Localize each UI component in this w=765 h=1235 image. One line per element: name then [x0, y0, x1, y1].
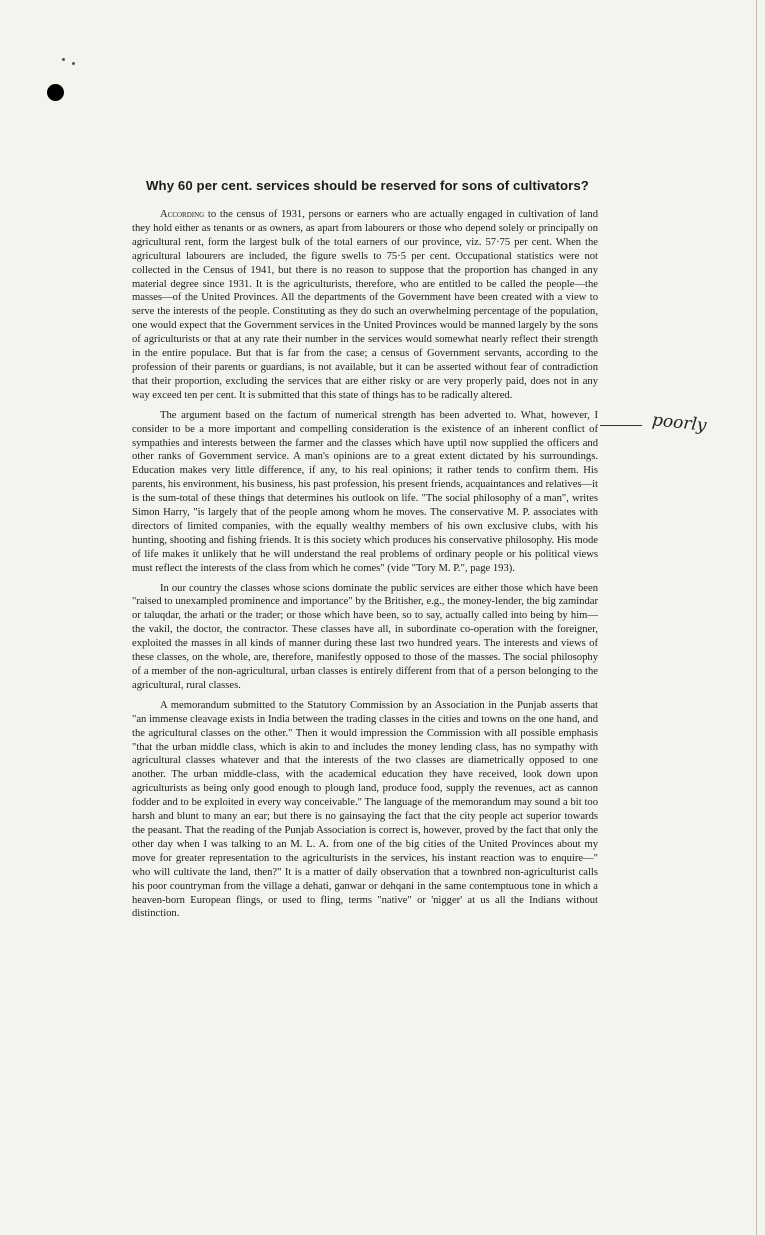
- paragraph-3: [132, 582, 598, 693]
- margin-annotation-line: [600, 425, 642, 426]
- document-body: [132, 208, 598, 927]
- paragraph-1: [132, 208, 598, 403]
- margin-annotation: poorly: [651, 410, 708, 436]
- punch-hole: [47, 84, 64, 101]
- page-edge: [756, 0, 757, 1235]
- speck: [72, 62, 75, 65]
- paragraph-4: [132, 699, 598, 922]
- paragraph-text: A memorandum submitted to the Statutory Commission by an Association in the Punjab asserts that "an immense cleavage exists in India between the trading classes in the cities and towns on the one hand, and the agricultural classes on the other." Then it would impression the Commission with all possible emphasis "that the urban middle class, which is akin to and includes the money lending class, has no sympathy with agricultural classes whatever and that the interests of the two classes are diametrically opposed to one another. The urban middle-class, with the academical education they have received, look down upon agriculturists as being only good enough to plough land, produce food, supply the revenues, act as cannon fodder and to be exploited in every way conceivable." The language of the memorandum may sound a bit too harsh and blunt to many an ear; but there is no gainsaying the fact that the city people act superior towards the peasant. That the reading of the Punjab Association is correct is, however, proved by the fact that only the other day when I was talking to an M. L. A. from one of the big cities of the United Provinces about my move for greater representation to the agriculturists in the services, his instant reaction was to enquire—" who will cultivate the land, then?" It is a matter of daily observation that a townbred non-agriculturist calls his poor countryman from the village a dehati, ganwar or dehqani in the same contemptuous tone in which a heaven-born European flings, or used to fling, terms "native" or 'nigger' at us all the Indians without distinction.: [132, 699, 598, 920]
- document-title: Why 60 per cent. services should be reserved for sons of cultivators?: [146, 178, 589, 193]
- paragraph-text: In our country the classes whose scions dominate the public services are either those which have been "raised to unexampled prominence and importance" by the Britisher, e.g., the money-lender, the big zamindar or taluqdar, the arhati or the trader; or those which have been, so to say, actually called into being by him—the vakil, the doctor, the contractor. These classes have all, in subordinate co-operation with the foreigner, exploited the masses in all kinds of manner during these last two hundred years. The interests and views of these classes, on the whole, are, therefore, manifestly opposed to those of the masses. The social philosophy of a member of the non-agricultural, urban classes is entirely different from that of a person belonging to the agricultural, rural classes.: [132, 582, 598, 691]
- paragraph-2: [132, 409, 598, 576]
- paragraph-text: to the census of 1931, persons or earners who are actually engaged in cultivation of land they hold either as tenants or as owners, as apart from labourers or those who depend solely or principally on agricultural rent, form the largest bulk of the total earners of our province, viz. 57·75 per cent. When the agricultural labourers are included, the figure swells to 75·5 per cent. Occupational statistics were not collected in the Census of 1941, but there is no reason to suppose that the proportion has changed in any material degree since 1931. It is the agriculturists, therefore, who are entitled to be called the people—the masses—of the United Provinces. All the departments of the Government have been created with a view to serve the interests of the people. Constituting as they do such an overwhelming percentage of the population, one would expect that the Government services in the United Provinces would be manned largely by the sons of agriculturists or that at any rate their number in the services would somewhat nearly reflect their strength in the entire populace. But that is far from the case; a census of Government servants, according to the profession of their parents or guardians, is not available, but it can be asserted without fear of contradiction that their proportion, excluding the services that are either risky or are very properly paid, does not in any way exceed ten per cent. It is submitted that this state of things has to be radically altered.: [132, 209, 598, 401]
- speck: [62, 58, 65, 61]
- paragraph-lead: According: [160, 209, 205, 220]
- paragraph-text: The argument based on the factum of numerical strength has been adverted to. What, however, I consider to be a more important and compelling consideration is the existence of an inherent conflict of sympathies and interests between the farmer and the classes which have uptil now supplied the officers and other ranks of Government service. A man's opinions are to a great extent dictated by his surroundings. Education makes very little difference, if any, to his real opinions; it rather tends to confirm them. His parents, his environment, his business, his past profession, his present friends, acquaintances and relatives—it is the sum-total of these things that determines his outlook on life. "The social philosophy of a man", writes Simon Harry, "is largely that of the people among whom he moves. The conservative M. P. associates with directors of limited companies, with the equally wealthy members of his own exclusive clubs, with his hunting, shooting and fishing friends. It is this society which produces his conservative philosophy. His mode of life makes it unlikely that he will understand the real problems of ordinary people or his political views must reflect the interests of the class from which he comes" (vide "Tory M. P.", page 193).: [132, 409, 598, 574]
